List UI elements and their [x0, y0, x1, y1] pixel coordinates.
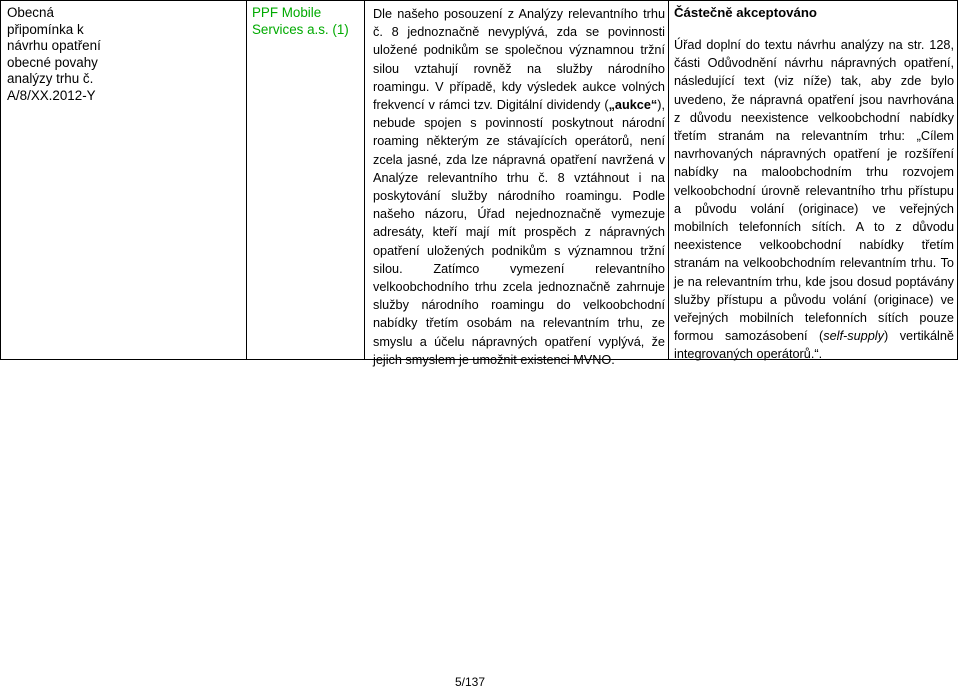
page-number: 5/137	[455, 675, 486, 689]
settlement-status: Částečně akceptováno	[674, 5, 817, 20]
comment-text-cell	[365, 1, 669, 367]
submitter-cell	[247, 1, 365, 359]
settlement-text-end: ) vertikálně integrovaných operátorů.“.	[674, 329, 954, 362]
settlement-text-italic: self-supply	[823, 329, 884, 344]
comment-type-cell	[1, 1, 247, 359]
comment-text-bold: „aukce“	[608, 98, 658, 113]
settlement-text	[674, 36, 954, 364]
submitter-name: PPF Mobile Services a.s. (1)	[252, 5, 349, 37]
settlement-cell	[669, 1, 959, 362]
comment-text	[373, 5, 665, 369]
comment-type-label: Obecná připomínka k návrhu opatření obecné povahy analýzy trhu č. A/8/XX.2012-Y	[7, 5, 101, 103]
settlement-text-part1: Úřad doplní do textu návrhu analýzy na str. 128, části Odůvodnění návrhu nápravných opatření, následující text (viz níže) tak, aby zde bylo uvedeno, že nápravná opatření jsou navrhována z důvodu neexistence velkoobchodní nabídky třetím stranám na relevantním trhu: „Cílem navrhovaných nápravných opatření je rozšíření nabídky na maloobchodním trhu rozvojem velkoobchodní úrovně relevantního trhu přístupu a původu volání (originace) ve veřejných mobilních telefonních sítích. A to z důvodu neexistence velkoobchodní nabídky třetím stranám na velkoobchodním relevantním trhu. To je na relevantním trhu, kde jsou dosud poptávány služby přístupu a původu volání (originace) ve veřejných mobilních telefonních sítích pouze formou samozásobení (	[674, 38, 954, 344]
comment-text-part2: ), nebude spojen s povinností poskytnout národní roaming některým ze stávajících operátorů, není zcela jasné, zda lze nápravná opatření navržená v Analýze relevantního trhu č. 8 vztáhnout i na poskytování služby národního roamingu. Podle našeho názoru, Úřad nejednoznačně vymezuje adresáty, kteří mají mít prospěch z nápravných opatření uložených podnikům s významnou tržní silou. Zatímco vymezení relevantního velkoobchodního trhu zcela jednoznačně zahrnuje služby národního roamingu do velkoobchodní nabídky třetím osobám na relevantním trhu, ze smyslu a účelu nápravných opatření vyplývá, že jejich smyslem je umožnit existenci MVNO.	[373, 98, 665, 367]
comment-text-part1: Dle našeho posouzení z Analýzy relevantního trhu č. 8 jednoznačně nevyplývá, zda se povinnosti uložené podnikům se společnou významnou tržní silou vztahují rovněž na služby národního roamingu. V případě, kdy výsledek aukce volných frekvencí v rámci tzv. Digitální dividendy (	[373, 7, 665, 113]
